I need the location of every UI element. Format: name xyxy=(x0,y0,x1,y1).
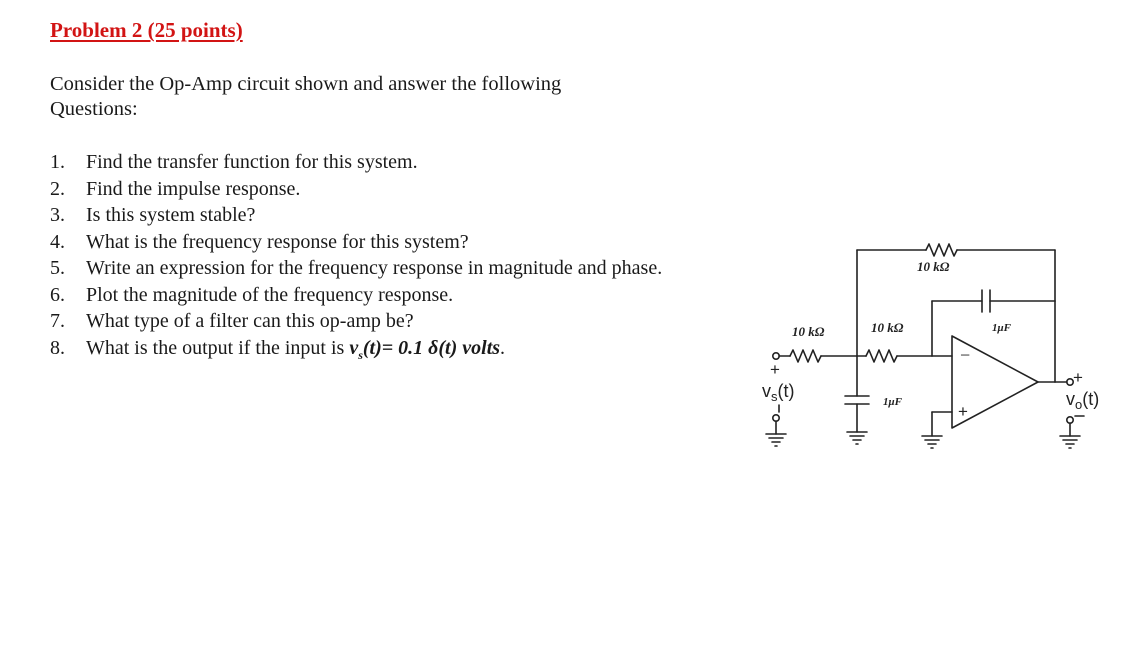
output-subscript: o xyxy=(1075,397,1083,412)
question-text-lead: What is the output if the input is xyxy=(86,336,350,359)
feedback-capacitor-label: 1μF xyxy=(992,322,1011,334)
question-number: 1. xyxy=(50,151,65,173)
question-number: 2. xyxy=(50,177,65,200)
output-argument: (t) xyxy=(1082,389,1100,409)
question-number: 4. xyxy=(50,230,65,253)
question-text: Find the impulse response. xyxy=(86,177,301,200)
source-label xyxy=(762,381,795,404)
output-label xyxy=(1066,389,1099,412)
source-variable: v xyxy=(762,381,771,401)
feedback-resistor-label: 10 kΩ xyxy=(917,259,950,274)
question-number: 3. xyxy=(50,204,65,226)
ground-icon xyxy=(847,432,867,444)
expr-rest: (t)= 0.1 δ(t) volts xyxy=(362,336,501,359)
input-resistor xyxy=(790,350,821,362)
question-text: Write an expression for the frequency response in magnitude and phase. xyxy=(86,257,663,279)
ground-icon xyxy=(922,436,942,448)
shunt-capacitor xyxy=(845,396,869,404)
question-text: What is the frequency response for this system? xyxy=(86,230,469,253)
source-subscript: s xyxy=(771,389,778,404)
series-resistor-label: 10 kΩ xyxy=(871,320,904,335)
feedback-capacitor xyxy=(982,290,990,312)
question-number: 8. xyxy=(50,336,65,359)
source-plus-sign: + xyxy=(770,360,780,379)
ground-icon xyxy=(766,434,786,446)
opamp-minus-sign: − xyxy=(960,345,971,365)
opamp-plus-sign: + xyxy=(958,402,968,421)
question-text: Find the transfer function for this system. xyxy=(86,151,418,173)
question-number: 7. xyxy=(50,310,65,332)
problem-intro: Consider the Op-Amp circuit shown and answer the following Questions: xyxy=(50,73,562,120)
input-resistor-label: 10 kΩ xyxy=(792,324,825,339)
series-resistor xyxy=(866,350,897,362)
expr-variable: v xyxy=(349,336,359,359)
output-plus-sign: + xyxy=(1073,368,1083,387)
expr-subscript: s xyxy=(358,347,363,362)
feedback-resistor xyxy=(926,244,957,256)
ground-icon xyxy=(1060,436,1080,448)
question-number: 5. xyxy=(50,257,65,279)
output-variable: v xyxy=(1066,389,1075,409)
source-argument: (t) xyxy=(777,381,795,401)
question-text: Plot the magnitude of the frequency response. xyxy=(86,283,454,306)
shunt-capacitor-label: 1μF xyxy=(883,396,902,408)
problem-title: Problem 2 (25 points) xyxy=(50,18,243,42)
question-text: What type of a filter can this op-amp be? xyxy=(86,310,414,332)
question-end: . xyxy=(500,336,506,359)
question-number: 6. xyxy=(50,283,65,306)
question-text: Is this system stable? xyxy=(86,204,256,226)
